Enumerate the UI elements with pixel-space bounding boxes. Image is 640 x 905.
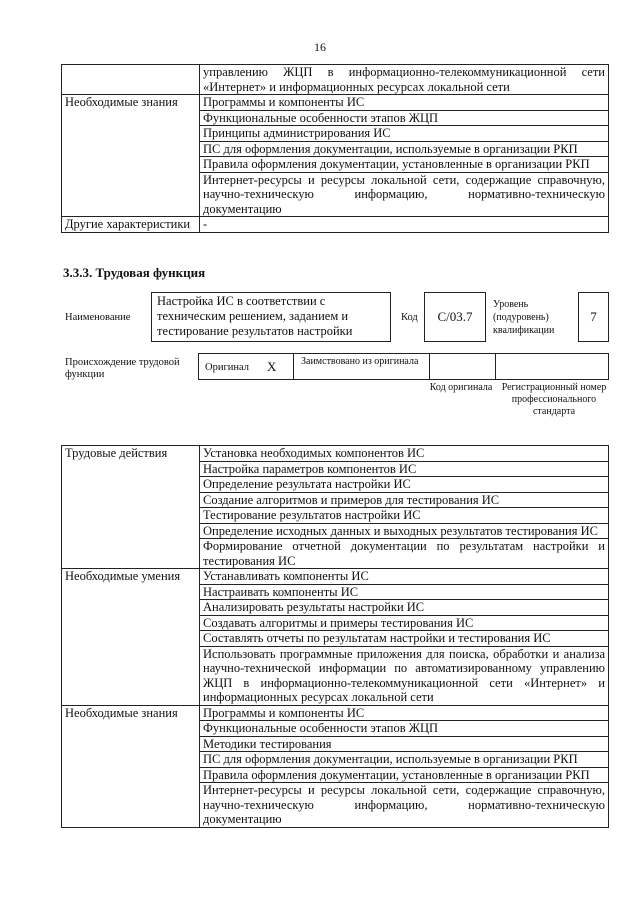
table-row bbox=[62, 569, 609, 585]
row-group-0-label: Трудовые действия bbox=[62, 446, 200, 569]
code-label: Код bbox=[401, 312, 418, 323]
code-value: С/03.7 bbox=[437, 309, 473, 324]
table-cell-item: Интернет-ресурсы и ресурсы локальной сети, содержащие справочную, научно-техническую информацию, нормативно-техническую документацию bbox=[200, 783, 609, 828]
table-cell-item: Интернет-ресурсы и ресурсы локальной сети, содержащие справочную, научно-техническую информацию, нормативно-техническую документацию bbox=[200, 172, 609, 217]
borrowed-label: Заимствовано из оригинала bbox=[301, 356, 419, 367]
level-box bbox=[578, 292, 609, 342]
origin-label: Происхождение трудовой функции bbox=[65, 357, 180, 380]
function-name-value: Настройка ИС в соответствии с техническим решением, заданием и тестирование результатов настройки bbox=[157, 294, 353, 338]
row-group-2-label: Необходимые знания bbox=[62, 705, 200, 827]
code-box bbox=[424, 292, 486, 342]
table-cell-item: Анализировать результаты настройки ИС bbox=[200, 600, 609, 616]
table-cell-item: Установка необходимых компонентов ИС bbox=[200, 446, 609, 462]
level-value: 7 bbox=[590, 309, 597, 324]
table-cell-item: управлению ЖЦП в информационно-телекоммуникационной сети «Интернет» и информационных ресурсах локальной сети bbox=[200, 65, 609, 95]
row-group-2-label: Другие характеристики bbox=[62, 217, 200, 233]
function-details-table bbox=[61, 445, 609, 828]
table-row bbox=[62, 95, 609, 111]
section-heading: 3.3.3. Трудовая функция bbox=[63, 265, 206, 280]
table-cell-item: Правила оформления документации, установленные в организации РКП bbox=[200, 157, 609, 173]
table-cell-item: Настраивать компоненты ИС bbox=[200, 584, 609, 600]
table-cell-item: - bbox=[200, 217, 609, 233]
table-cell-item: Функциональные особенности этапов ЖЦП bbox=[200, 110, 609, 126]
table-cell-item: Правила оформления документации, установленные в организации РКП bbox=[200, 767, 609, 783]
table-cell-item: ПС для оформления документации, используемые в организации РКП bbox=[200, 752, 609, 768]
origin-divider-3 bbox=[495, 354, 496, 379]
table-cell-item: Использовать программные приложения для поиска, обработки и анализа научно-технической информации по автоматизированному управлению ЖЦП в информационно-телекоммуникационной сети «Интернет» и информационных ресурсах локальной сети bbox=[200, 646, 609, 705]
table-row bbox=[62, 446, 609, 462]
table-cell-item: Определение результата настройки ИС bbox=[200, 477, 609, 493]
table-cell-item: Устанавливать компоненты ИС bbox=[200, 569, 609, 585]
level-label: Уровень (подуровень) квалификации bbox=[493, 299, 555, 336]
function-name-box bbox=[151, 292, 391, 342]
table-cell-item: Настройка параметров компонентов ИС bbox=[200, 461, 609, 477]
origin-row bbox=[198, 353, 609, 380]
table-row bbox=[62, 65, 609, 95]
table-cell-item: Создание алгоритмов и примеров для тестирования ИС bbox=[200, 492, 609, 508]
name-label: Наименование bbox=[65, 312, 131, 323]
original-label: Оригинал bbox=[205, 362, 249, 373]
table-cell-item: Функциональные особенности этапов ЖЦП bbox=[200, 721, 609, 737]
page-number: 16 bbox=[314, 40, 326, 54]
table-cell-item: Методики тестирования bbox=[200, 736, 609, 752]
table-cell-item: Программы и компоненты ИС bbox=[200, 95, 609, 111]
row-group-1-label: Необходимые умения bbox=[62, 569, 200, 706]
table-cell-item: ПС для оформления документации, используемые в организации РКП bbox=[200, 141, 609, 157]
table-cell-item: Формирование отчетной документации по результатам настройки и тестирования ИС bbox=[200, 539, 609, 569]
reg-caption: Регистрационный номер профессионального стандарта bbox=[501, 382, 607, 417]
code-caption: Код оригинала bbox=[429, 382, 493, 393]
table-cell-item: Программы и компоненты ИС bbox=[200, 705, 609, 721]
original-mark: X bbox=[267, 359, 277, 374]
knowledge-table-continued bbox=[61, 64, 609, 233]
table-cell-item: Составлять отчеты по результатам настройки и тестирования ИС bbox=[200, 631, 609, 647]
table-cell-item: Определение исходных данных и выходных результатов тестирования ИС bbox=[200, 523, 609, 539]
table-row bbox=[62, 705, 609, 721]
origin-divider-1 bbox=[293, 354, 294, 379]
table-cell-item: Тестирование результатов настройки ИС bbox=[200, 508, 609, 524]
table-row bbox=[62, 217, 609, 233]
row-group-1-label: Необходимые знания bbox=[62, 95, 200, 217]
table-cell-item: Создавать алгоритмы и примеры тестирования ИС bbox=[200, 615, 609, 631]
row-group-0-label bbox=[62, 65, 200, 95]
origin-divider-2 bbox=[429, 354, 430, 379]
table-cell-item: Принципы администрирования ИС bbox=[200, 126, 609, 142]
